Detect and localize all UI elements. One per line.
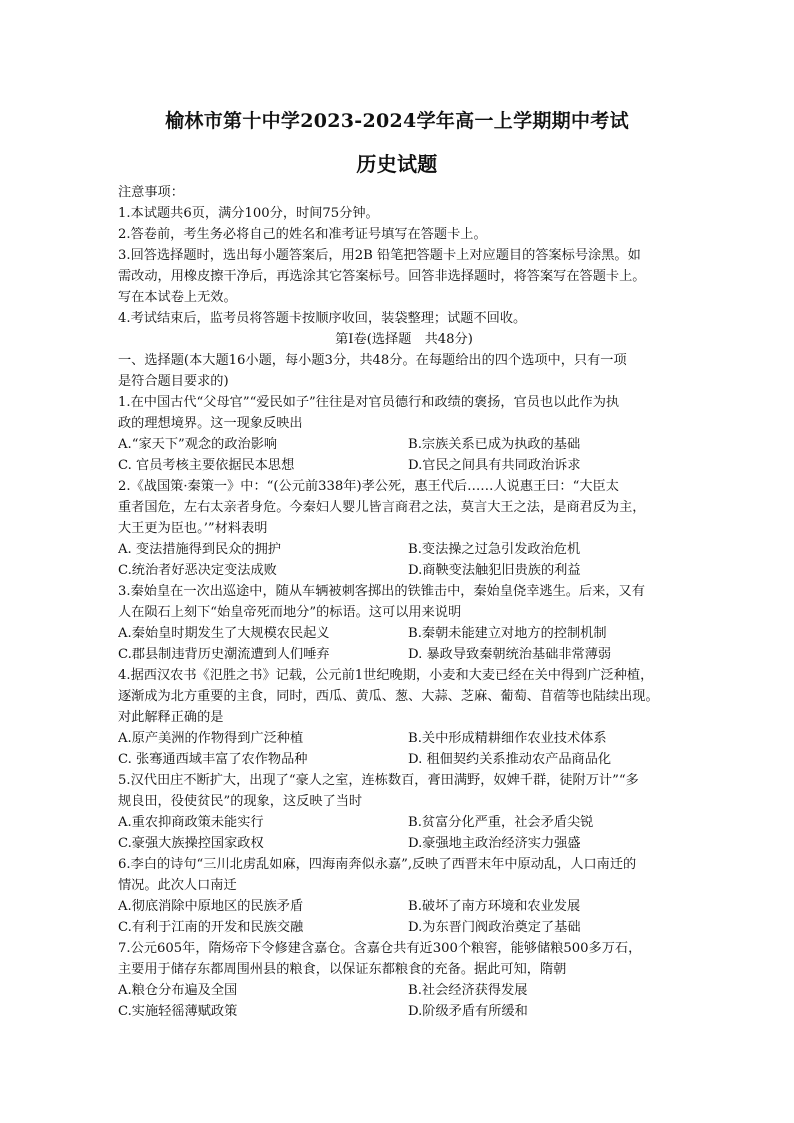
note-line: 需改动，用橡皮擦干净后，再选涂其它答案标号。回答非选择题时，将答案写在答题卡上。: [118, 269, 646, 284]
option-row: [118, 728, 690, 749]
option-row: [118, 539, 690, 560]
option-b: B.变法操之过急引发政治危机: [408, 542, 581, 557]
question-stem: 1.在中国古代“父母官”“爱民如子”往往是对官员德行和政绩的褒扬，官员也以此作为执: [118, 395, 620, 410]
option-d: D. 租佃契约关系推动农产品商品化: [408, 752, 612, 767]
exam-body: [118, 182, 690, 1022]
option-d: D.官民之间具有共同政治诉求: [408, 458, 581, 473]
option-row: [118, 1001, 690, 1022]
exam-subtitle: 历史试题: [356, 152, 438, 176]
note-line: 2.答卷前，考生务必将自己的姓名和准考证号填写在答题卡上。: [118, 227, 487, 242]
question-stem: 规良田，役使贫民”的现象，这反映了当时: [118, 794, 363, 809]
note-line: 1.本试题共6页，满分100分，时间75分钟。: [118, 206, 379, 221]
option-a: A.彻底消除中原地区的民族矛盾: [118, 899, 304, 914]
exam-title: 榆林市第十中学2023-2024学年高一上学期期中考试: [165, 110, 629, 132]
option-a: A.粮仓分布遍及全国: [118, 983, 238, 998]
question-stem: 2.《战国策·秦策一》中：“(公元前338年)孝公死，惠王代后……人说惠王曰：“大臣太: [118, 479, 619, 494]
option-d: D. 暴政导致秦朝统治基础非常薄弱: [408, 647, 612, 662]
question-stem: 4.据西汉农书《氾胜之书》记载，公元前1世纪晚期，小麦和大麦已经在关中得到广泛种植，: [118, 668, 654, 683]
option-row: [118, 749, 690, 770]
option-b: B.关中形成精耕细作农业技术体系: [408, 731, 607, 746]
question-stem: 7.公元605年，隋炀帝下令修建含嘉仓。含嘉仓共有近300个粮窖，能够储粮500多万石，: [118, 941, 642, 956]
question-3: [118, 581, 690, 665]
option-d: D.豪强地主政治经济实力强盛: [408, 836, 581, 851]
option-c: C. 官员考核主要依据民本思想: [118, 458, 295, 473]
option-d: D.阶级矛盾有所缓和: [408, 1004, 528, 1019]
option-row: [118, 917, 690, 938]
option-c: C.统治者好恶决定变法成败: [118, 563, 277, 578]
question-stem: 主要用于储存东都周围州县的粮食，以保证东都粮食的充备。据此可知，隋朝: [118, 962, 567, 977]
question-7: [118, 938, 690, 1022]
option-b: B.破坏了南方环境和农业发展: [408, 899, 581, 914]
question-stem: 政的理想境界。这一现象反映出: [118, 416, 303, 431]
question-stem: 逐渐成为北方重要的主食，同时，西瓜、黄瓜、葱、大蒜、芝麻、葡萄、苜蓿等也陆续出现。: [118, 689, 659, 704]
question-stem: 重者国危，左右太亲者身危。今秦妇人婴儿皆言商君之法，莫言大王之法，是商君反为主，: [118, 500, 646, 515]
option-c: C.有利于江南的开发和民族交融: [118, 920, 304, 935]
question-stem: 6.李白的诗句“三川北虏乱如麻，四海南奔似永嘉”,反映了西晋末年中原动乱，人口南迁的: [118, 857, 637, 872]
question-stem: 情况。此次人口南迁: [118, 878, 237, 893]
question-stem: 3.秦始皇在一次出巡途中，随从车辆被刺客掷出的铁锥击中，秦始皇侥幸逃生。后来，又有: [118, 584, 645, 599]
question-stem: 对此解释正确的是: [118, 710, 224, 725]
section-intro: 是符合题目要求的): [118, 374, 229, 389]
note-line: 3.回答选择题时，选出每小题答案后，用2B 铅笔把答题卡上对应题目的答案标号涂黑。如: [118, 248, 641, 263]
option-b: B.贫富分化严重，社会矛盾尖锐: [408, 815, 594, 830]
question-1: [118, 392, 690, 476]
note-line: 4.考试结束后，监考员将答题卡按顺序收回，装袋整理；试题不回收。: [118, 311, 527, 326]
option-a: A.“家天下”观念的政治影响: [118, 437, 278, 452]
question-5: [118, 770, 690, 854]
question-6: [118, 854, 690, 938]
option-c: C.实施轻徭薄赋政策: [118, 1004, 238, 1019]
option-a: A.秦始皇时期发生了大规模农民起义: [118, 626, 330, 641]
option-a: A.原产美洲的作物得到广泛种植: [118, 731, 304, 746]
section-intro: 一、选择题(本大题16小题，每小题3分，共48分。在每题给出的四个选项中，只有一项: [118, 353, 627, 368]
option-b: B.社会经济获得发展: [408, 983, 528, 998]
question-stem: 人在陨石上刻下“始皇帝死而地分”的标语。这可以用来说明: [118, 605, 462, 620]
section-title: 第Ⅰ卷(选择题 共48分): [335, 332, 473, 347]
option-row: [118, 644, 690, 665]
option-d: D.商鞅变法触犯旧贵族的利益: [408, 563, 581, 578]
option-a: A. 变法措施得到民众的拥护: [118, 542, 281, 557]
option-row: [118, 896, 690, 917]
option-row: [118, 812, 690, 833]
option-row: [118, 980, 690, 1001]
option-c: C.郡县制违背历史潮流遭到人们唾弃: [118, 647, 330, 662]
option-d: D.为东晋门阀政治奠定了基础: [408, 920, 581, 935]
question-4: [118, 665, 690, 770]
question-stem: 大王更为臣也。’”材料表明: [118, 521, 268, 536]
notes-heading: 注意事项：: [118, 185, 184, 200]
option-c: C.豪强大族操控国家政权: [118, 836, 264, 851]
question-stem: 5.汉代田庄不断扩大，出现了“豪人之室，连栋数百，膏田满野，奴婢千群，徒附万计”“多: [118, 773, 639, 788]
option-row: [118, 833, 690, 854]
option-row: [118, 434, 690, 455]
question-2: [118, 476, 690, 581]
option-b: B.宗族关系已成为执政的基础: [408, 437, 581, 452]
option-c: C. 张骞通西域丰富了农作物品种: [118, 752, 308, 767]
note-line: 写在本试卷上无效。: [118, 290, 237, 305]
option-a: A.重农抑商政策未能实行: [118, 815, 264, 830]
option-row: [118, 623, 690, 644]
option-row: [118, 455, 690, 476]
option-row: [118, 560, 690, 581]
option-b: B.秦朝未能建立对地方的控制机制: [408, 626, 607, 641]
